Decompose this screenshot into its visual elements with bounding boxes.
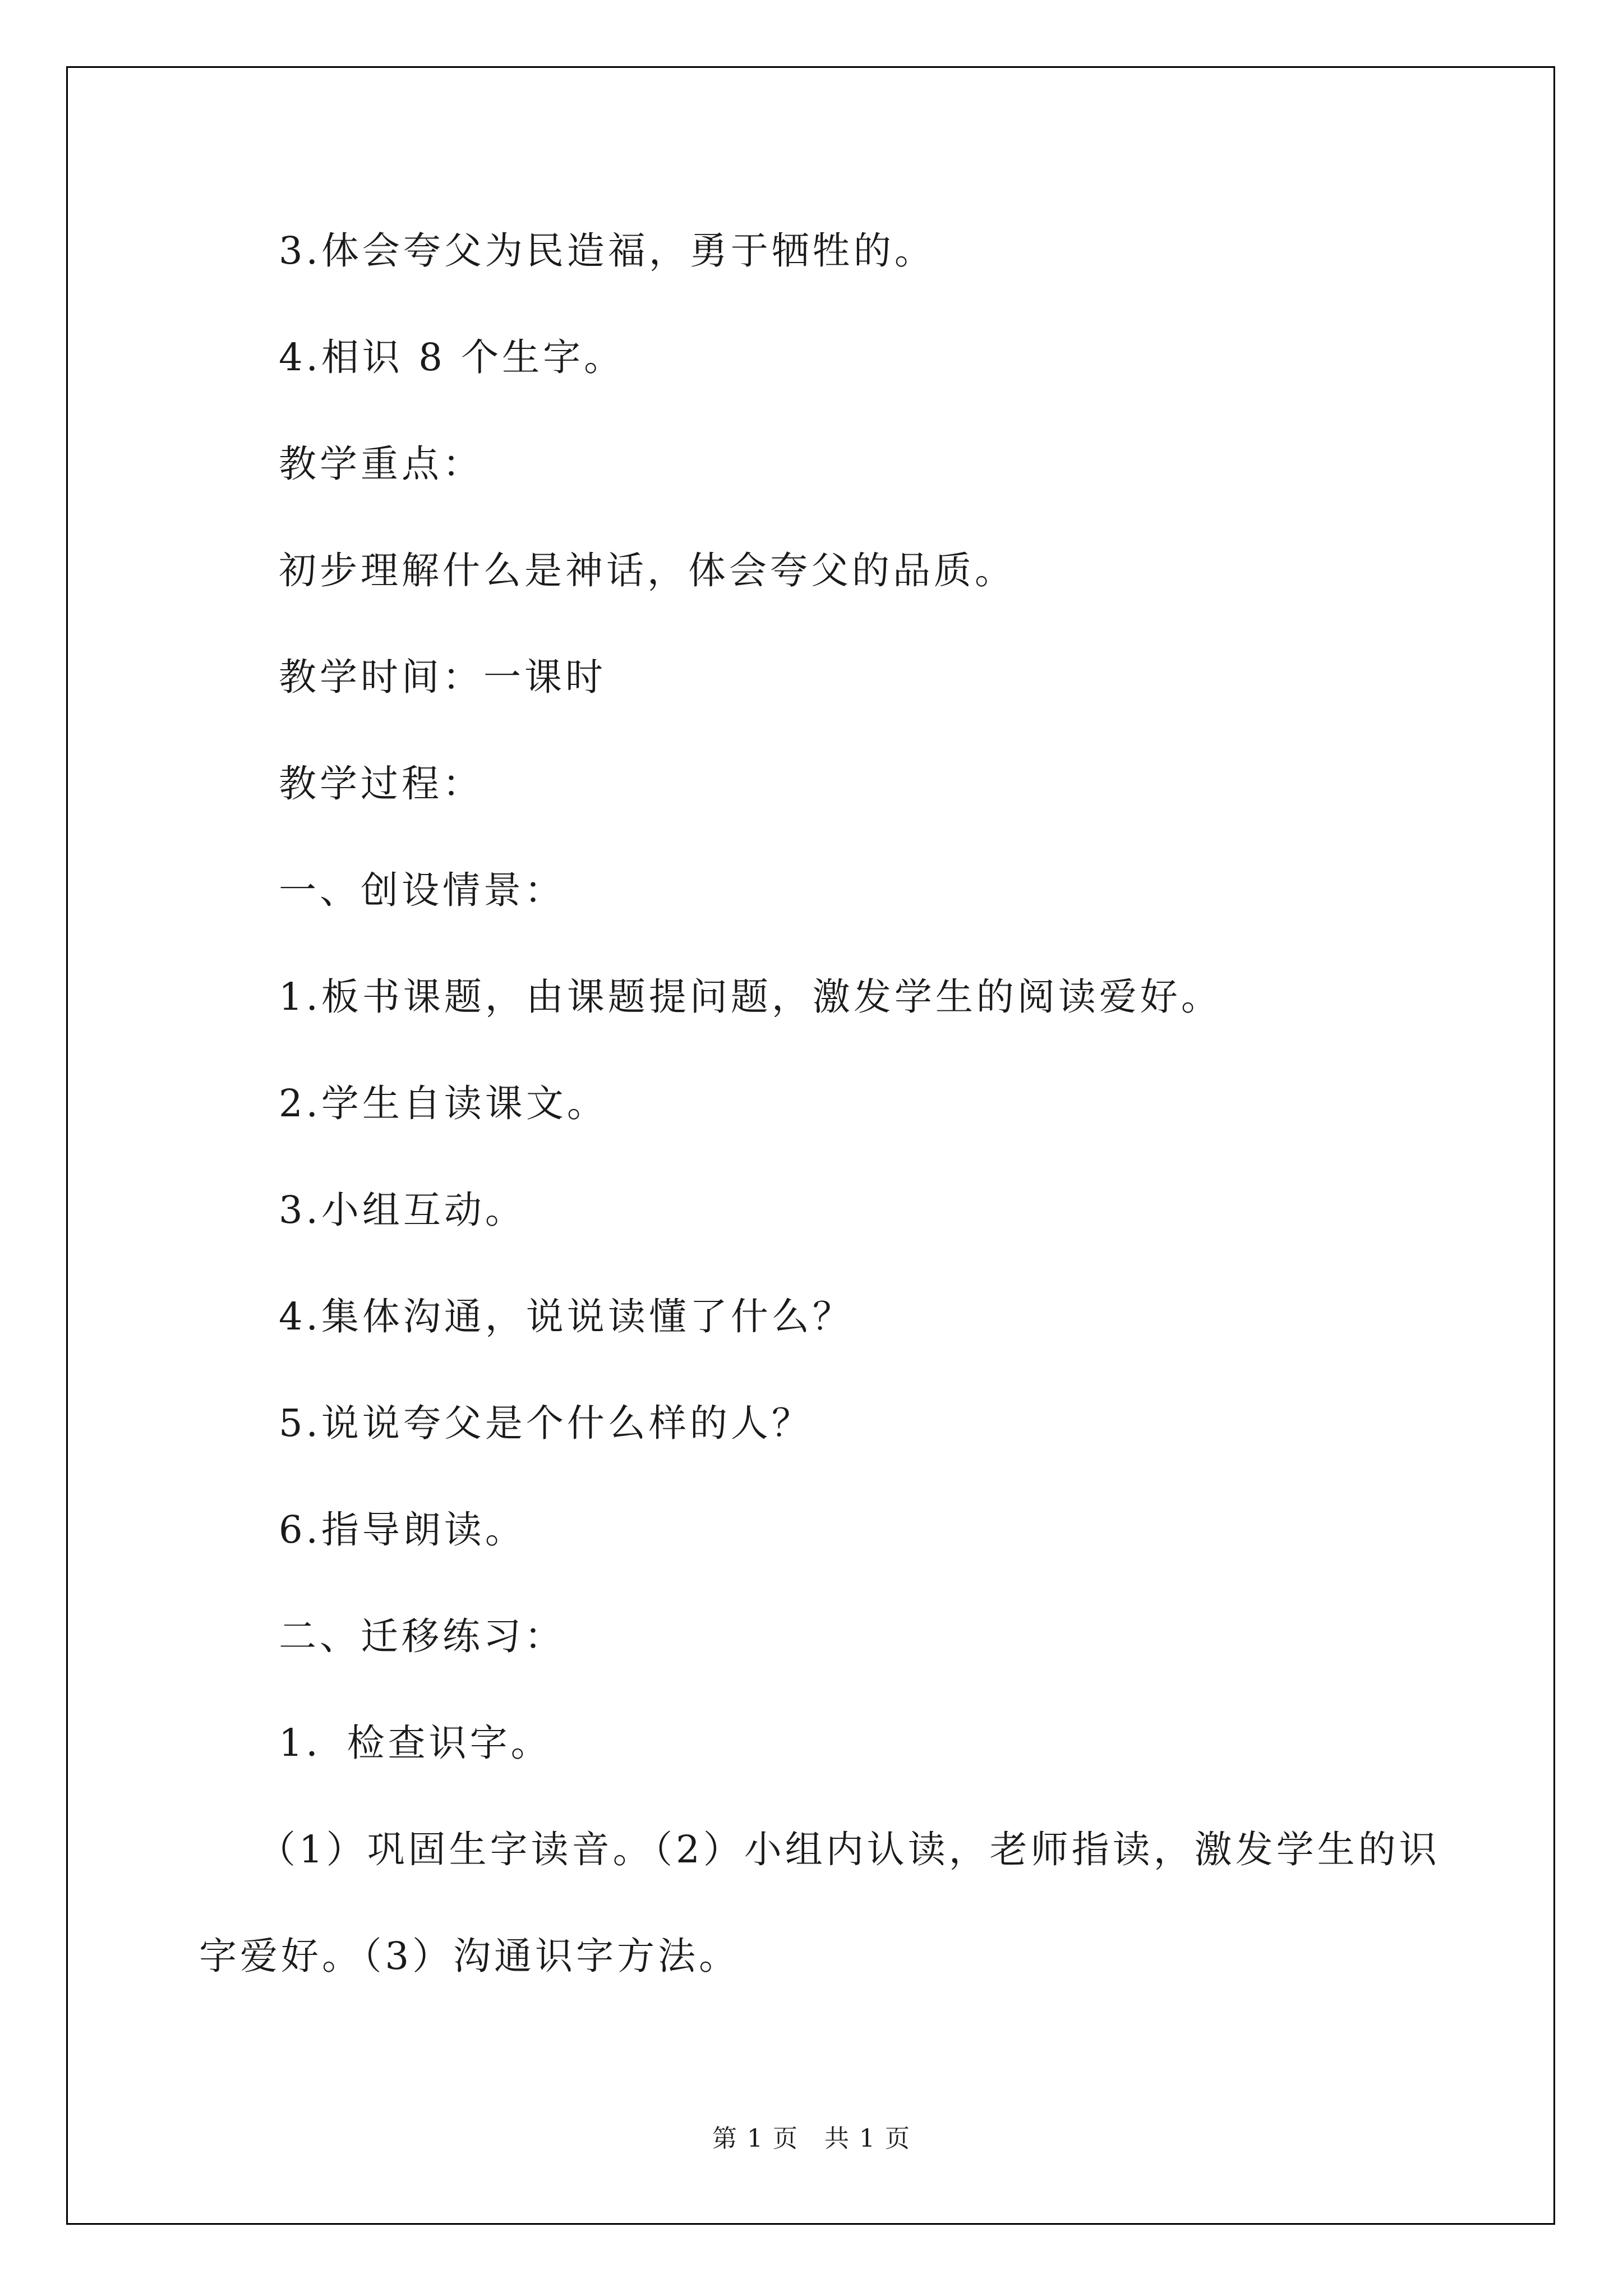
page-border: [66, 66, 1555, 2225]
text-line: （1）巩固生字读音。（2）小组内认读，老师指读，激发学生的识: [258, 1828, 1440, 1871]
section-heading: 教学重点：: [279, 442, 483, 486]
page-number-footer: 第 1 页 共 1 页: [712, 2124, 911, 2153]
text-line: 1．检查识字。: [279, 1721, 552, 1765]
text-line: 5.说说夸父是个什么样的人？: [279, 1401, 813, 1445]
text-line: 3.小组互动。: [279, 1188, 526, 1232]
text-line: 字爱好。（3）沟通识字方法。: [199, 1934, 740, 1978]
text-line: 2.学生自读课文。: [279, 1082, 608, 1125]
text-line: 3.体会夸父为民造福，勇于牺牲的。: [279, 229, 935, 273]
text-line: 6.指导朗读。: [279, 1508, 526, 1552]
section-heading: 一、创设情景：: [279, 868, 565, 912]
text-line: 4.相识 8 个生字。: [279, 335, 625, 379]
text-line: 初步理解什么是神话，体会夸父的品质。: [279, 549, 1016, 592]
text-line: 1.板书课题，由课题提问题，激发学生的阅读爱好。: [279, 975, 1222, 1019]
section-heading: 二、迁移练习：: [279, 1614, 565, 1658]
section-heading: 教学过程：: [279, 762, 483, 806]
text-line: 4.集体沟通，说说读懂了什么？: [279, 1295, 854, 1338]
text-line: 教学时间：一课时: [279, 655, 606, 699]
